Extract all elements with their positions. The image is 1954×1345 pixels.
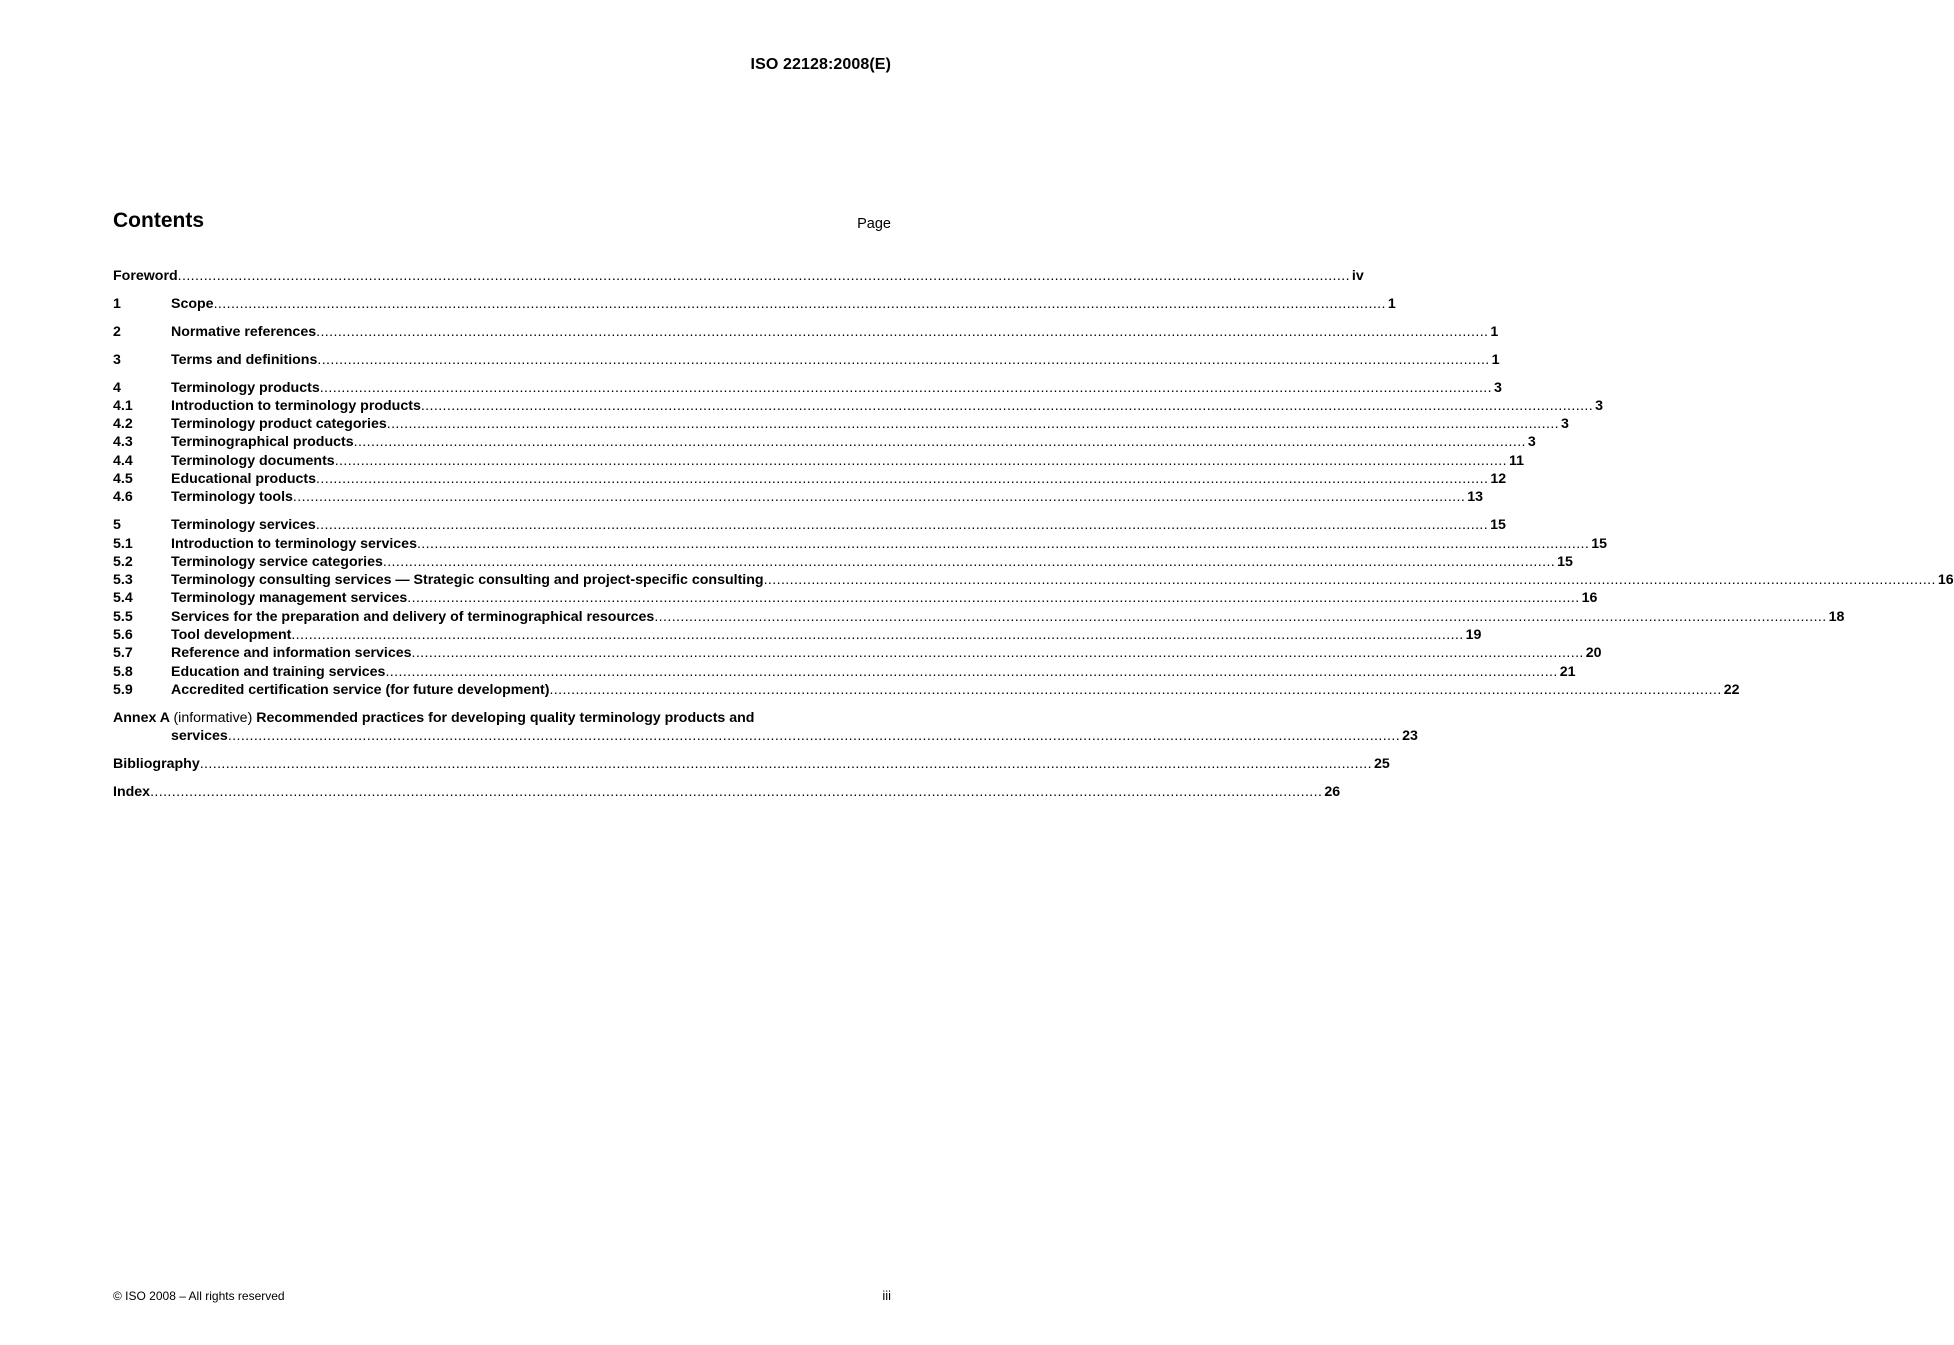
toc-entry-page: 1 (1491, 351, 1500, 368)
toc-entry-title: Introduction to terminology products (171, 397, 421, 414)
toc-entry[interactable] (113, 323, 1499, 342)
toc-entry-page: 3 (1527, 434, 1536, 451)
leader-dots (383, 554, 1555, 570)
toc-entry-number: 4.6 (113, 489, 133, 506)
toc-entry[interactable] (113, 397, 1604, 416)
toc-entries (113, 268, 1954, 700)
leader-dots (150, 784, 1322, 800)
toc-entry[interactable] (113, 452, 1524, 471)
toc-entry-number: 4.4 (113, 452, 133, 469)
document-id: ISO 22128:2008(E) (750, 56, 891, 73)
toc-entry-title: Terminology service categories (171, 553, 383, 570)
toc-entry-bibliography[interactable] (113, 755, 1390, 774)
toc-entry[interactable] (113, 379, 1502, 398)
toc-entry-page: 13 (1467, 489, 1483, 506)
toc-entry-title: Introduction to terminology services (171, 535, 417, 552)
toc-entry[interactable] (113, 268, 1364, 286)
toc-entry-number: 5.2 (113, 553, 133, 570)
toc-entry-number: 4.3 (113, 434, 133, 451)
contents-heading: Contents (113, 209, 204, 232)
toc-entry[interactable] (113, 471, 1507, 489)
annex-informative: (informative) (173, 709, 253, 726)
toc-entry-title: Terminographical products (171, 434, 354, 451)
page-number: iii (882, 1288, 891, 1303)
toc-entry-page: 19 (1465, 627, 1482, 644)
leader-dots (335, 453, 1507, 469)
toc-entry-number: 4 (113, 379, 121, 396)
toc-entry[interactable] (113, 416, 1569, 434)
toc-entry-page: 3 (1595, 397, 1604, 414)
leader-dots (291, 627, 1463, 643)
toc-entry-page: 16 (1581, 590, 1598, 607)
leader-dots (316, 471, 1488, 487)
leader-dots (407, 590, 1579, 606)
toc-entry[interactable] (113, 608, 1845, 627)
toc-entry-title: Tool development (171, 627, 292, 644)
toc-entry[interactable] (113, 295, 1396, 314)
toc-entry[interactable] (113, 553, 1573, 572)
toc-entry[interactable] (113, 489, 1483, 507)
toc-entry-number: 5 (113, 517, 121, 534)
toc-entry-page: iv (1351, 268, 1364, 284)
leader-dots (320, 380, 1492, 396)
toc-entry-number: 4.1 (113, 397, 133, 414)
toc-entry-title: Terminology consulting services — Strategic consulting and project-specific consulting (171, 572, 764, 589)
leader-dots (654, 609, 1826, 625)
annex-label: Annex A (113, 709, 170, 726)
toc-entry[interactable] (113, 535, 1608, 554)
toc-entry-title: Scope (171, 295, 214, 312)
toc-entry-page: 12 (1490, 471, 1507, 488)
toc-entry-number: 5.9 (113, 681, 133, 698)
toc-entry-page: 15 (1591, 535, 1608, 552)
toc-entry-title: Terminology management services (171, 590, 408, 607)
toc-entry[interactable] (113, 645, 1602, 663)
leader-dots (178, 268, 1350, 284)
toc-entry[interactable] (113, 627, 1482, 645)
toc-entry-page: 15 (1557, 553, 1573, 570)
leader-dots (549, 682, 1721, 698)
copyright-notice: © ISO 2008 – All rights reserved (113, 1289, 285, 1303)
annex-title-line1: Recommended practices for developing quality terminology products and (256, 709, 755, 726)
toc-entry-page: 26 (1324, 783, 1341, 800)
toc-entry-page: 20 (1585, 645, 1602, 662)
toc-entry-page: 18 (1828, 608, 1845, 625)
toc-entry-number: 4.2 (113, 416, 133, 433)
page-column-label: Page (857, 216, 891, 232)
toc-entry[interactable] (113, 590, 1598, 608)
toc-entry[interactable] (113, 572, 1954, 590)
toc-entry[interactable] (113, 434, 1536, 452)
toc-entry-number: 4.5 (113, 471, 133, 488)
toc-entry-title: Terminology services (171, 517, 316, 534)
toc-entry[interactable] (113, 663, 1576, 682)
annex-page: 23 (1402, 728, 1418, 745)
toc-entry-number: 2 (113, 323, 121, 340)
toc-entry-title: Index (113, 783, 151, 800)
toc-entry-number: 5.4 (113, 590, 133, 607)
toc-entry-page: 11 (1508, 452, 1524, 469)
leader-dots (421, 398, 1593, 414)
toc-annex-continuation[interactable] (113, 728, 1418, 746)
toc-entry-number: 5.6 (113, 627, 133, 644)
toc-entry-title: Terminology products (171, 379, 320, 396)
annex-title-line2: services (171, 728, 228, 745)
toc-entry-title: Foreword (113, 268, 178, 284)
toc-entry-number: 1 (113, 295, 121, 312)
leader-dots (200, 756, 1372, 772)
toc-entry-page: 25 (1374, 755, 1390, 772)
toc-entry-number: 3 (113, 351, 121, 368)
toc-entry-title: Services for the preparation and delivery of terminographical resources (171, 608, 655, 625)
toc-entry[interactable] (113, 681, 1740, 700)
leader-dots (354, 434, 1526, 450)
toc-entry-page: 22 (1723, 681, 1740, 698)
toc-entry-number: 5.1 (113, 535, 133, 552)
toc-entry-title: Terminology product categories (171, 416, 387, 433)
leader-dots (316, 517, 1488, 533)
toc-entry-title: Educational products (171, 471, 317, 488)
leader-dots (214, 296, 1386, 312)
leader-dots (385, 664, 1557, 680)
toc-entry-title: Bibliography (113, 755, 200, 772)
leader-dots (316, 324, 1488, 340)
leader-dots (412, 645, 1584, 661)
table-of-contents (113, 268, 1954, 802)
toc-entry-index[interactable] (113, 783, 1341, 802)
toc-entry-page: 1 (1387, 295, 1396, 312)
toc-entry[interactable] (113, 351, 1500, 370)
toc-entry-title: Accredited certification service (for future development) (171, 681, 550, 698)
toc-entry-page: 15 (1490, 517, 1506, 534)
toc-entry-number: 5.5 (113, 608, 133, 625)
leader-dots (317, 352, 1489, 368)
toc-annex-entry[interactable] (113, 710, 891, 728)
toc-entry-title: Reference and information services (171, 645, 412, 662)
toc-entry-page: 3 (1494, 379, 1502, 396)
toc-entry-page: 16 (1937, 572, 1954, 589)
toc-entry-title: Terms and definitions (171, 351, 318, 368)
toc-entry-number: 5.3 (113, 572, 133, 589)
toc-entry-title: Terminology tools (171, 489, 293, 506)
leader-dots (228, 728, 1400, 744)
leader-dots (387, 416, 1559, 432)
leader-dots (764, 572, 1936, 588)
toc-entry-title: Normative references (171, 323, 317, 340)
toc-entry-page: 21 (1559, 663, 1576, 680)
toc-entry-title: Education and training services (171, 663, 386, 680)
toc-entry-page: 3 (1561, 416, 1569, 433)
toc-entry-title: Terminology documents (171, 452, 335, 469)
leader-dots (417, 536, 1589, 552)
toc-entry-number: 5.8 (113, 663, 133, 680)
toc-entry-number: 5.7 (113, 645, 133, 662)
leader-dots (293, 489, 1465, 505)
toc-entry-page: 1 (1490, 323, 1499, 340)
toc-entry[interactable] (113, 517, 1506, 535)
